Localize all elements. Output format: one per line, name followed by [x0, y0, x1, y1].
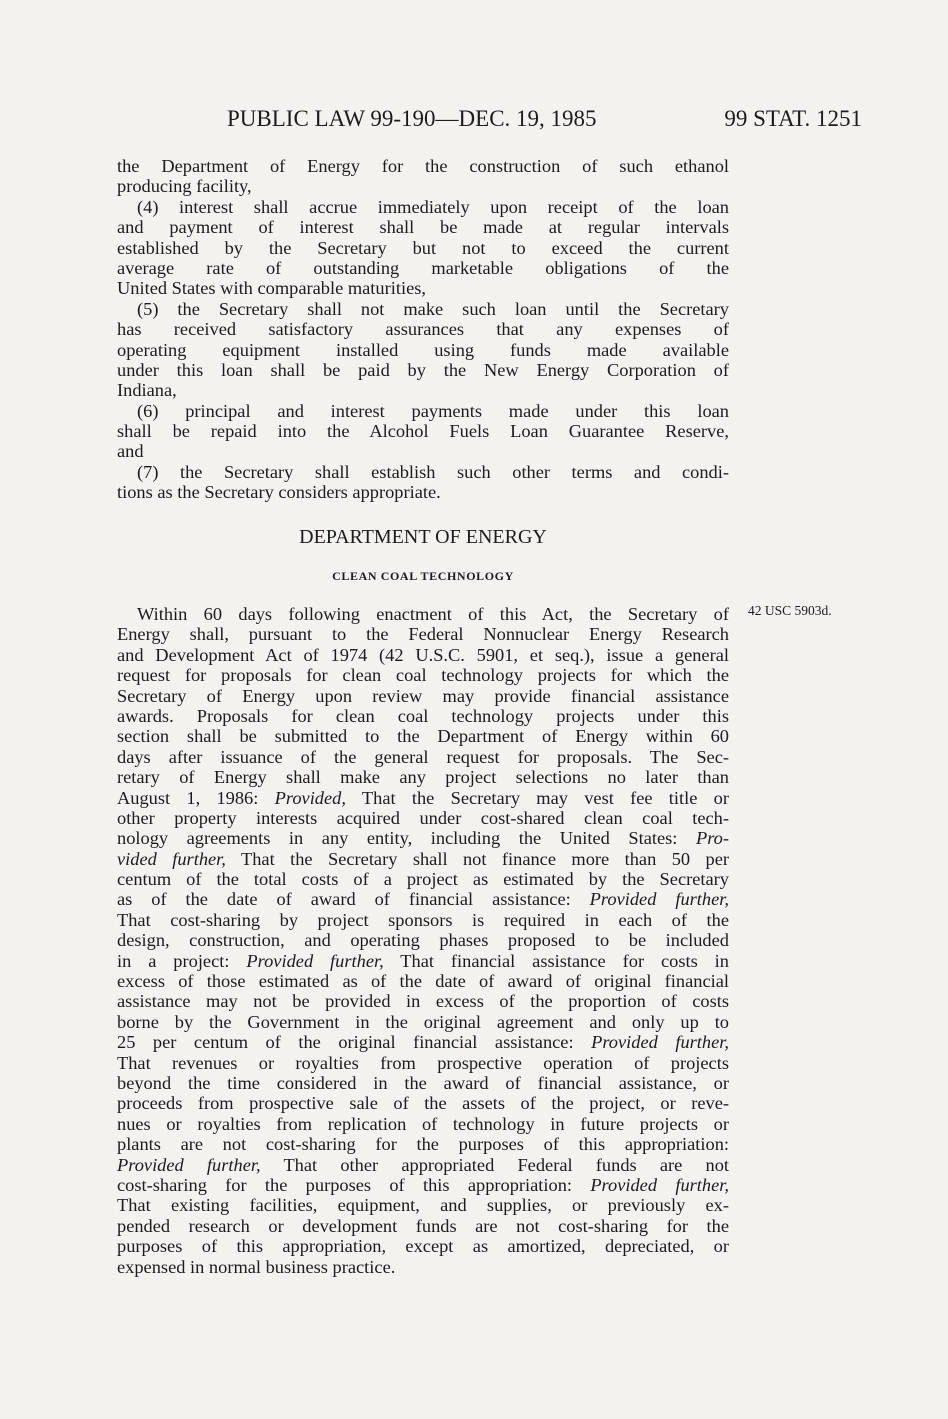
text-line: purposes of this appropriation, except as amortized, depreciated, or: [117, 1236, 729, 1257]
header-title: PUBLIC LAW 99-190—DEC. 19, 1985: [227, 106, 597, 131]
text-line: Energy shall, pursuant to the Federal Nonnuclear Energy Research: [117, 624, 729, 645]
text-line: the Department of Energy for the construction of such ethanol: [117, 156, 729, 176]
margin-citation: 42 USC 5903d.: [748, 603, 832, 618]
text-line: and: [117, 441, 144, 462]
clean-coal-paragraph: [117, 604, 729, 1277]
text-line: days after issuance of the general request for proposals. The Sec-: [117, 746, 729, 767]
text-line: That existing facilities, equipment, and supplies, or previously ex-: [117, 1195, 729, 1216]
text-line: shall be repaid into the Alcohol Fuels Loan Guarantee Reserve,: [117, 421, 729, 442]
text-line: other property interests acquired under cost-shared clean coal tech-: [117, 807, 729, 828]
text-line: and Development Act of 1974 (42 U.S.C. 5901, et seq.), issue a general: [117, 644, 729, 665]
text-line: proceeds from prospective sale of the assets of the project, or reve-: [117, 1093, 729, 1114]
text-line: in a project: Provided further, That financial assistance for costs in: [117, 950, 729, 971]
text-line: United States with comparable maturities,: [117, 278, 426, 299]
text-line: (7) the Secretary shall establish such other terms and condi-: [137, 461, 729, 482]
text-line: 25 per centum of the original financial assistance: Provided further,: [117, 1032, 729, 1053]
text-line: request for proposals for clean coal technology projects for which the: [117, 665, 729, 686]
section-heading: DEPARTMENT OF ENERGY: [299, 526, 547, 548]
text-line: has received satisfactory assurances that any expenses of: [117, 319, 729, 340]
text-line: awards. Proposals for clean coal technology projects under this: [117, 705, 729, 726]
text-line: centum of the total costs of a project as estimated by the Secretary: [117, 869, 729, 890]
text-line: (5) the Secretary shall not make such loan until the Secretary: [137, 298, 729, 319]
running-header: [0, 106, 948, 138]
text-line: design, construction, and operating phases proposed to be included: [117, 930, 729, 951]
text-line: retary of Energy shall make any project selections no later than: [117, 767, 729, 788]
text-line: tions as the Secretary considers appropriate.: [117, 482, 441, 503]
text-line: nology agreements in any entity, including the United States: Pro-: [117, 828, 729, 849]
text-line: cost-sharing for the purposes of this appropriation: Provided further,: [117, 1174, 729, 1195]
text-line: That revenues or royalties from prospective operation of projects: [117, 1052, 729, 1073]
header-statute-page: 99 STAT. 1251: [724, 106, 862, 131]
text-line: That cost-sharing by project sponsors is required in each of the: [117, 909, 729, 930]
text-line: Provided further, That other appropriated Federal funds are not: [117, 1154, 730, 1175]
subsection-heading: CLEAN COAL TECHNOLOGY: [332, 569, 514, 583]
text-line: assistance may not be provided in excess of the proportion of costs: [117, 991, 729, 1012]
text-line: section shall be submitted to the Department of Energy within 60: [117, 726, 729, 747]
text-line: borne by the Government in the original agreement and only up to: [117, 1011, 729, 1032]
text-line: established by the Secretary but not to exceed the current: [117, 237, 729, 258]
loan-terms-paragraphs: [117, 156, 729, 503]
text-line: average rate of outstanding marketable obligations of the: [117, 257, 729, 278]
text-line: as of the date of award of financial assistance: Provided further,: [117, 889, 729, 910]
text-line: vided further, That the Secretary shall not finance more than 50 per: [117, 848, 729, 869]
text-line: Secretary of Energy upon review may provide financial assistance: [117, 685, 729, 706]
text-line: producing facility,: [117, 176, 252, 197]
text-line: under this loan shall be paid by the New Energy Corporation of: [117, 359, 729, 380]
text-line: nues or royalties from replication of technology in future projects or: [117, 1113, 729, 1134]
text-line: Within 60 days following enactment of this Act, the Secretary of: [137, 604, 729, 624]
text-line: pended research or development funds are not cost-sharing for the: [117, 1215, 729, 1236]
text-line: Indiana,: [117, 380, 177, 401]
text-line: plants are not cost-sharing for the purposes of this appropriation:: [117, 1134, 729, 1155]
text-line: and payment of interest shall be made at regular intervals: [117, 217, 729, 238]
text-line: excess of those estimated as of the date of award of original financial: [117, 971, 729, 992]
text-line: August 1, 1986: Provided, That the Secretary may vest fee title or: [117, 787, 729, 808]
text-line: operating equipment installed using funds made available: [117, 339, 729, 360]
text-line: (6) principal and interest payments made under this loan: [137, 400, 729, 421]
text-line: (4) interest shall accrue immediately upon receipt of the loan: [137, 196, 729, 217]
text-line: expensed in normal business practice.: [117, 1256, 396, 1277]
text-line: beyond the time considered in the award of financial assistance, or: [117, 1072, 729, 1093]
